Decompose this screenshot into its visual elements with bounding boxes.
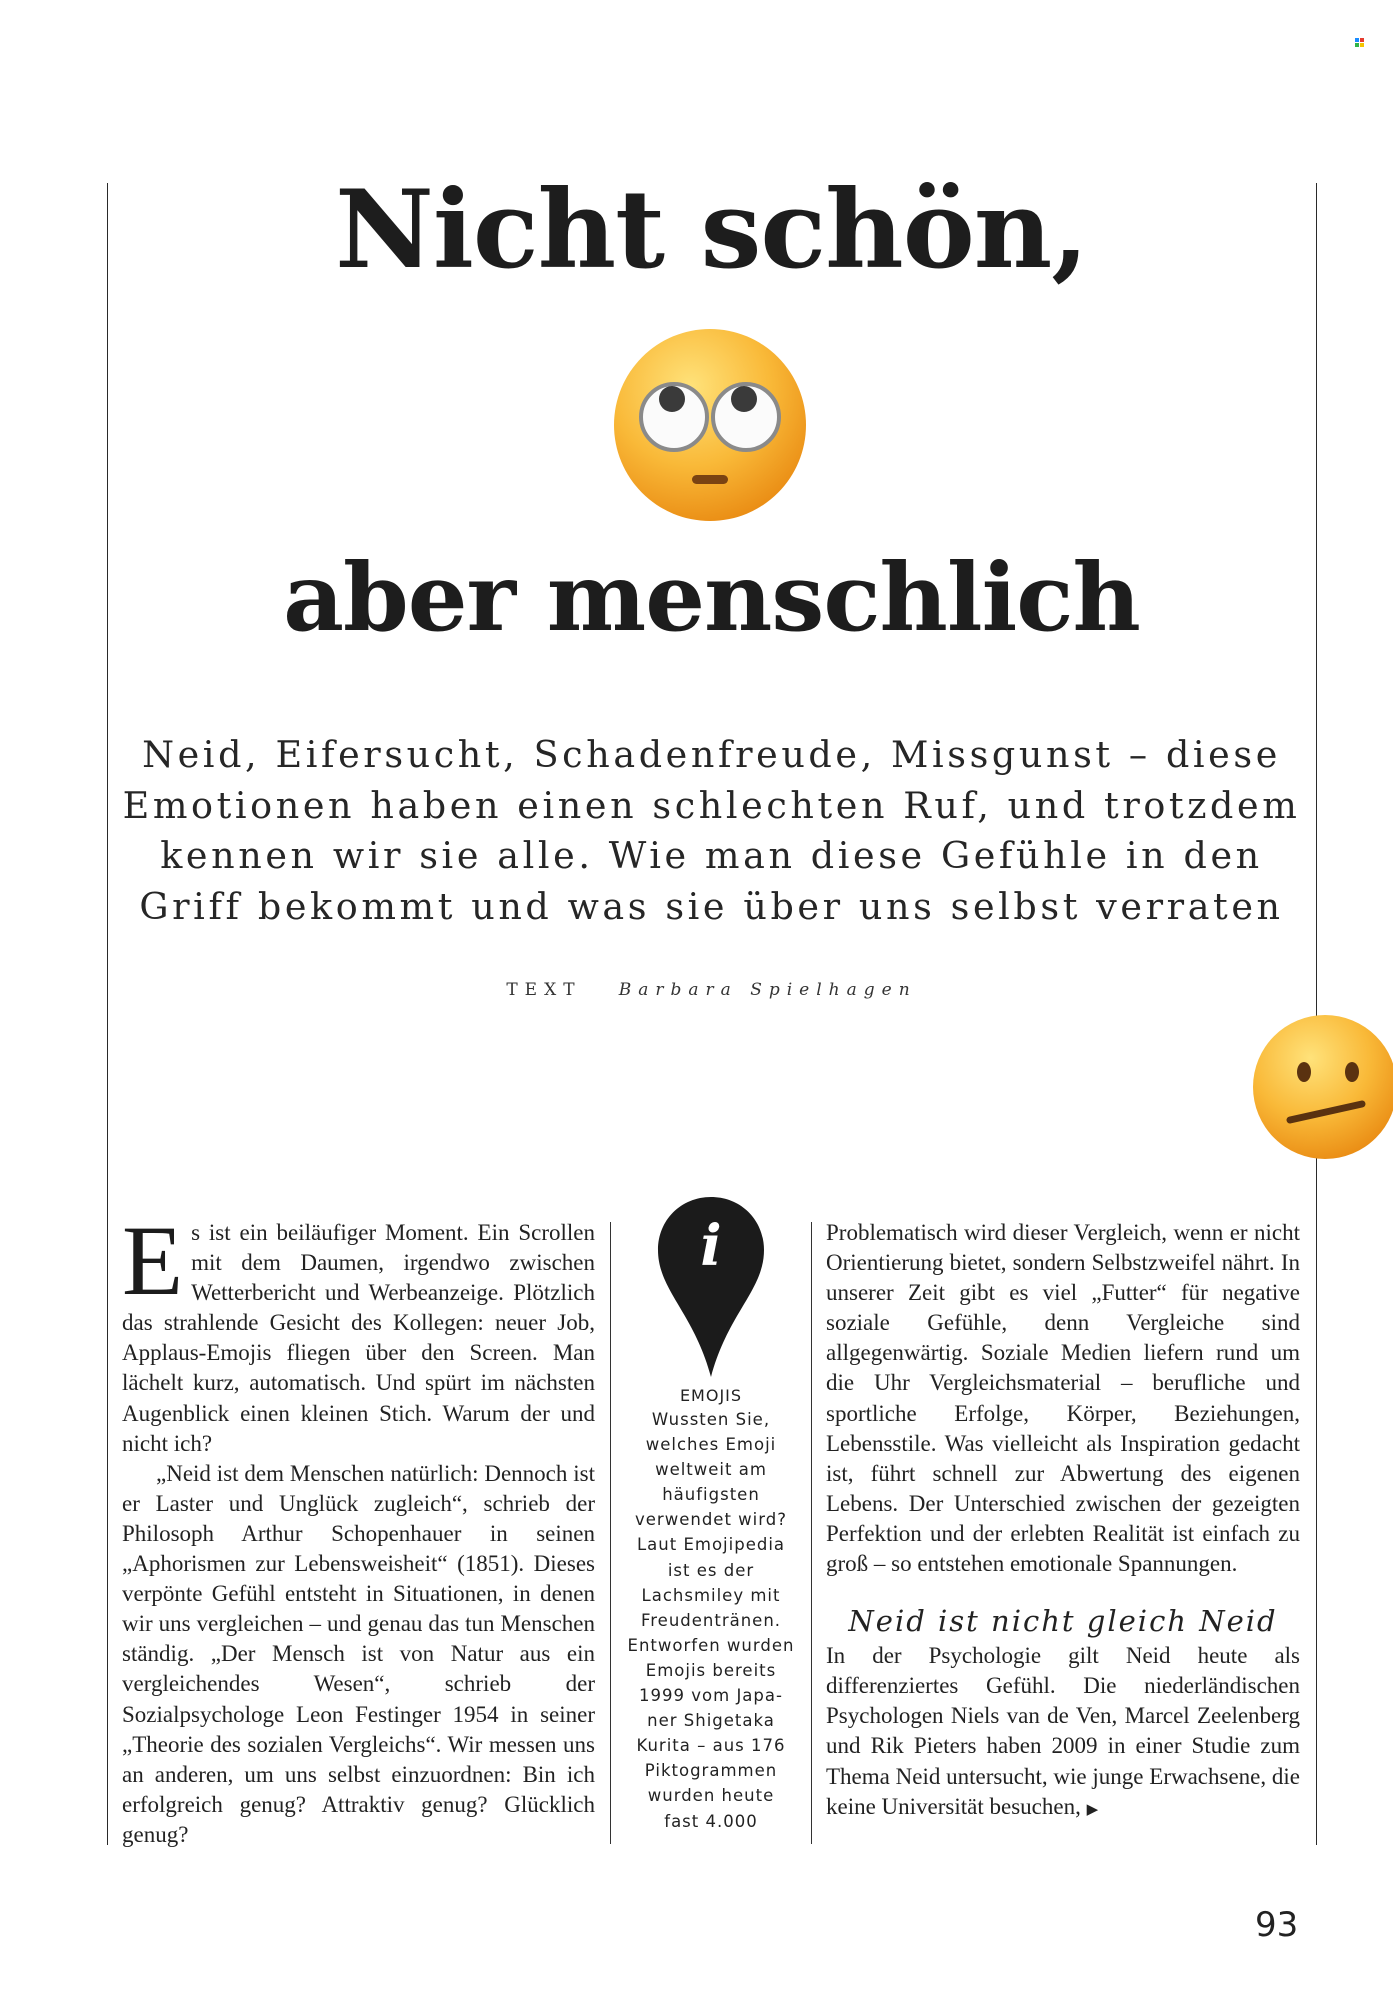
article-column-left [122,1205,595,1850]
byline [107,980,1316,1000]
info-box-text: Wussten Sie, welches Emoji weltweit am häufigsten verwendet wird? Laut Emojipedia ist es der Lachsmiley mit Freudentränen. Entworfen wurden Emojis bereits 1999 vom Japa- ner Shigetaka Kurita – aus 176 Piktogrammen wurden heute fast 4.000 [627,1410,795,1831]
article-subtitle: Neid, Eifersucht, Schadenfreude, Missgunst – diese Emotionen haben einen schlechten Ruf, und trotzdem kennen wir sie alle. Wie man diese Gefühle in den Griff bekommt und was sie über uns selbst verraten [122,733,1301,928]
article-paragraph-3: Problematisch wird dieser Vergleich, wenn er nicht Orientierung bietet, sondern Selbstzweifel nährt. In unserer Zeit gibt es viel „Futter“ für negative soziale Gefühle, denn Vergleiche sind allgegenwärtig. Soziale Medien liefern rund um die Uhr Vergleichsmaterial – berufliche und sportliche Erfolge, Körper, Beziehungen, Lebensstile. Was vielleicht als Inspiration gedacht ist, führt schnell zur Abwertung des eigenen Lebens. Der Unterschied zwischen der gezeigten Perfektion und der erlebten Realität ist einfach zu groß – so entstehen emotionale Spannungen. [826,1220,1300,1577]
paragraph-4-text: In der Psychologie gilt Neid heute als differenziertes Gefühl. Die niederländischen Psychologen Niels van de Ven, Marcel Zeelenberg und Rik Pieters haben 2009 in einer Studie zum Thema Neid untersucht, wie junge Erwachsene, die keine Universität besuchen, [826,1643,1300,1819]
article-subheading: Neid ist nicht gleich Neid [848,1604,1278,1639]
color-registration-mark [1355,38,1365,48]
page-number: 93 [1255,1905,1299,1945]
continue-arrow-icon: ▶ [1086,1801,1099,1818]
byline-label: TEXT [506,980,582,1000]
info-box-heading: EMOJIS [679,1386,743,1405]
info-pin-icon [656,1195,766,1380]
byline-author: Barbara Spielhagen [618,980,917,1000]
article-paragraph-2: „Neid ist dem Menschen natürlich: Dennoch ist er Laster und Unglück zugleich“, schrieb der Philosoph Arthur Schopenhauer in seinen „Aphorismen zur Lebensweisheit“ (1851). Dieses verpönte Gefühl entsteht in Situationen, in denen wir uns vergleichen – und genau das tun Menschen ständig. „Der Mensch ist von Natur aus ein vergleichendes Wesen“, schrieb der Sozialpsychologe Leon Festinger 1954 in seiner „Theorie des sozialen Vergleichs“. Wir messen uns an anderen, um uns selbst einzuordnen: Bin ich erfolgreich genug? Attraktiv genug? Glücklich genug? [122,1460,595,1847]
article-paragraph-1 [122,1205,595,1459]
face-with-rolling-eyes-icon [610,325,810,525]
article-column-right [826,1218,1300,1825]
emoji-info-box [612,1195,810,1834]
column-divider-left [610,1222,611,1844]
drop-cap: E [122,1205,184,1316]
info-pin-letter: i [700,1213,722,1279]
confused-face-icon [1250,1012,1393,1162]
headline-line-2: aber menschlich [283,543,1140,653]
paragraph-1-text: s ist ein beiläufiger Moment. Ein Scrollen mit dem Daumen, irgendwo zwischen Wetterbericht und Werbeanzeige. Plötzlich das strahlende Gesicht des Kollegen: neuer Job, Applaus-Emojis fliegen über den Screen. Man lächelt kurz, automatisch. Und spürt im nächsten Augenblick einen kleinen Stich. Warum der und nicht ich? [122,1220,595,1456]
headline-line-1: Nicht schön, [335,167,1088,293]
column-divider-right [811,1222,812,1844]
left-frame-rule [107,183,108,1845]
article-paragraph-4 [826,1641,1300,1825]
